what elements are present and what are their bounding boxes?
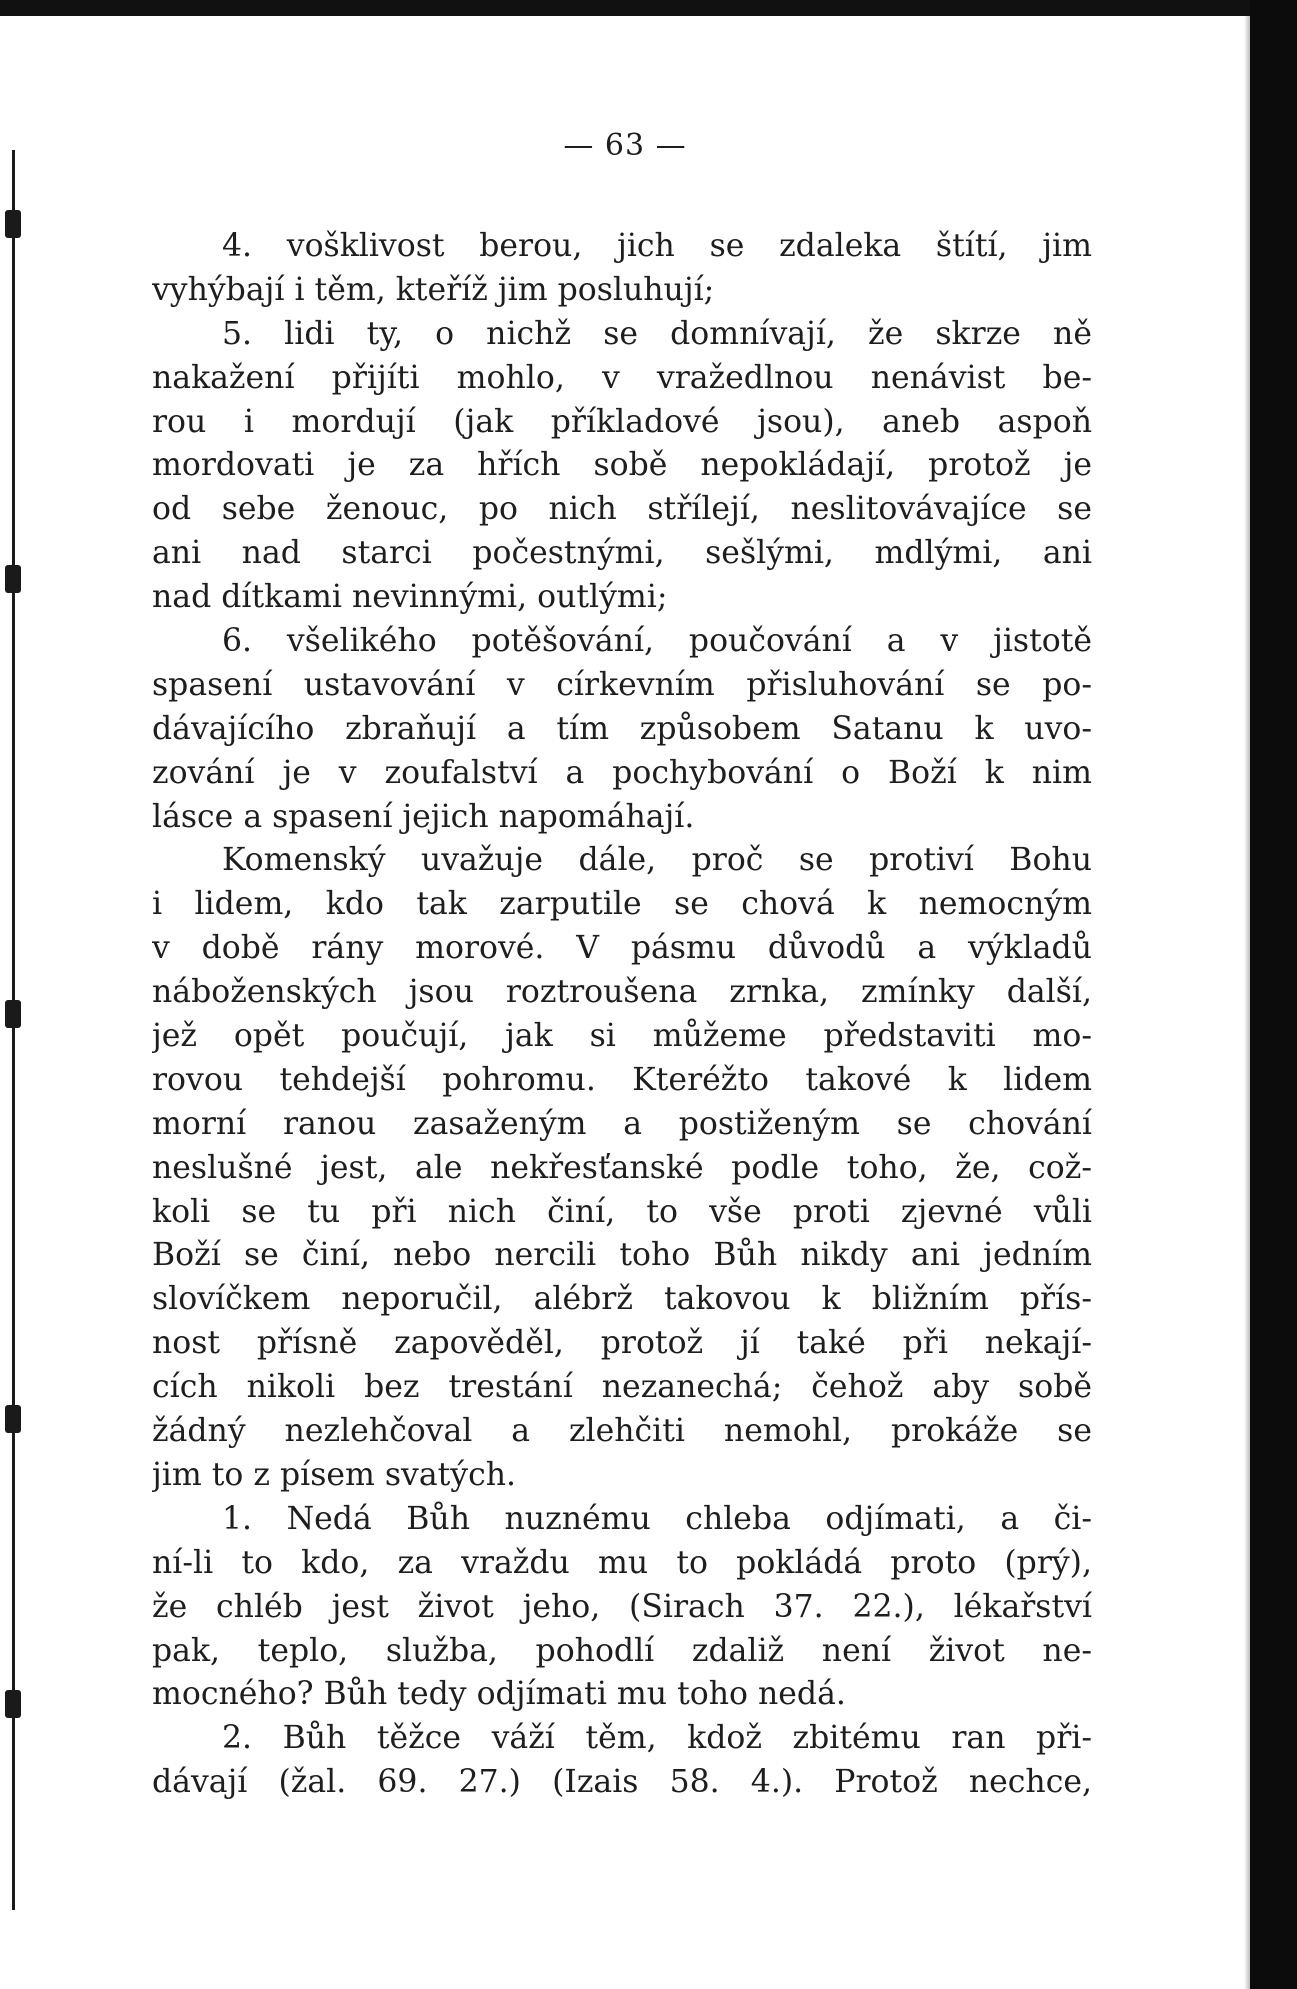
- text-line: jež opět poučují, jak si můžeme představiti mo-: [152, 1018, 1092, 1055]
- text-line: vyhýbají i těm, kteříž jim posluhují;: [152, 271, 715, 308]
- text-line: jim to z písem svatých.: [152, 1456, 517, 1493]
- text-line: nost přísně zapověděl, protož jí také při nekají-: [152, 1325, 1092, 1362]
- text-line: ní-li to kdo, za vraždu mu to pokládá proto (prý),: [152, 1544, 1092, 1581]
- binding-mark: [5, 1405, 21, 1433]
- text-line: ani nad starci počestnými, sešlými, mdlými, ani: [152, 535, 1092, 572]
- text-line: rovou tehdejší pohromu. Kteréžto takové k lidem: [152, 1061, 1092, 1098]
- page-number: — 63 —: [563, 128, 687, 163]
- text-line: dávajícího zbraňují a tím způsobem Satanu k uvo-: [152, 710, 1092, 747]
- text-line: 5. lidi ty, o nichž se domnívají, že skrze ně: [222, 315, 1092, 352]
- text-line: 1. Nedá Bůh nuznému chleba odjímati, a či-: [222, 1500, 1092, 1537]
- text-line: pak, teplo, služba, pohodlí zdaliž není život ne-: [152, 1632, 1092, 1669]
- text-line: morní ranou zasaženým a postiženým se chování: [152, 1105, 1092, 1142]
- binding-mark: [5, 210, 21, 238]
- text-line: Boží se činí, nebo nercili toho Bůh nikdy ani jedním: [152, 1237, 1092, 1274]
- text-line: 6. všelikého potěšování, poučování a v jistotě: [222, 623, 1092, 660]
- binding-line: [12, 150, 15, 1910]
- text-line: i lidem, kdo tak zarputile se chová k nemocným: [152, 886, 1092, 923]
- text-line: spasení ustavování v církevním přisluhování se po-: [152, 666, 1092, 703]
- text-line: náboženských jsou roztroušena zrnka, zmínky další,: [152, 974, 1092, 1011]
- text-line: žádný nezlehčoval a zlehčiti nemohl, prokáže se: [152, 1413, 1092, 1450]
- text-line: dávají (žal. 69. 27.) (Izais 58. 4.). Protož nechce,: [152, 1764, 1092, 1801]
- text-line: lásce a spasení jejich napomáhají.: [152, 798, 695, 835]
- text-line: v době rány morové. V pásmu důvodů a výkladů: [152, 930, 1092, 967]
- text-line: cích nikoli bez trestání nezanechá; čehož aby sobě: [152, 1369, 1092, 1406]
- text-line: 2. Bůh těžce váží těm, kdož zbitému ran při-: [222, 1720, 1092, 1757]
- text-line: 4. vošklivost berou, jich se zdaleka štítí, jim: [222, 228, 1092, 264]
- scan-border-top: [0, 0, 1297, 16]
- body-text: [152, 225, 1092, 1805]
- binding-mark: [5, 565, 21, 593]
- binding-mark: [5, 1690, 21, 1718]
- text-line: mordovati je za hřích sobě nepokládají, protož je: [152, 447, 1092, 484]
- text-line: Komenský uvažuje dále, proč se protiví Bohu: [222, 842, 1092, 879]
- scan-border-right: [1250, 0, 1297, 1989]
- text-line: neslušné jest, ale nekřesťanské podle toho, že, což-: [152, 1149, 1092, 1186]
- text-line: že chléb jest život jeho, (Sirach 37. 22.), lékařství: [152, 1588, 1092, 1625]
- text-line: od sebe ženouc, po nich střílejí, neslitovávajíce se: [152, 491, 1092, 528]
- text-line: nad dítkami nevinnými, outlými;: [152, 579, 668, 616]
- text-line: koli se tu při nich činí, to vše proti zjevné vůli: [152, 1193, 1092, 1230]
- text-line: mocného? Bůh tedy odjímati mu toho nedá.: [152, 1676, 846, 1713]
- binding-mark: [5, 1000, 21, 1028]
- page-edge-shadow: [1244, 16, 1250, 1989]
- text-line: rou i mordují (jak příkladové jsou), aneb aspoň: [152, 403, 1092, 440]
- text-line: zování je v zoufalství a pochybování o Boží k nim: [152, 754, 1092, 791]
- text-line: nakažení přijíti mohlo, v vražedlnou nenávist be-: [152, 359, 1092, 396]
- text-line: slovíčkem neporučil, alébrž takovou k bližním přís-: [152, 1281, 1092, 1318]
